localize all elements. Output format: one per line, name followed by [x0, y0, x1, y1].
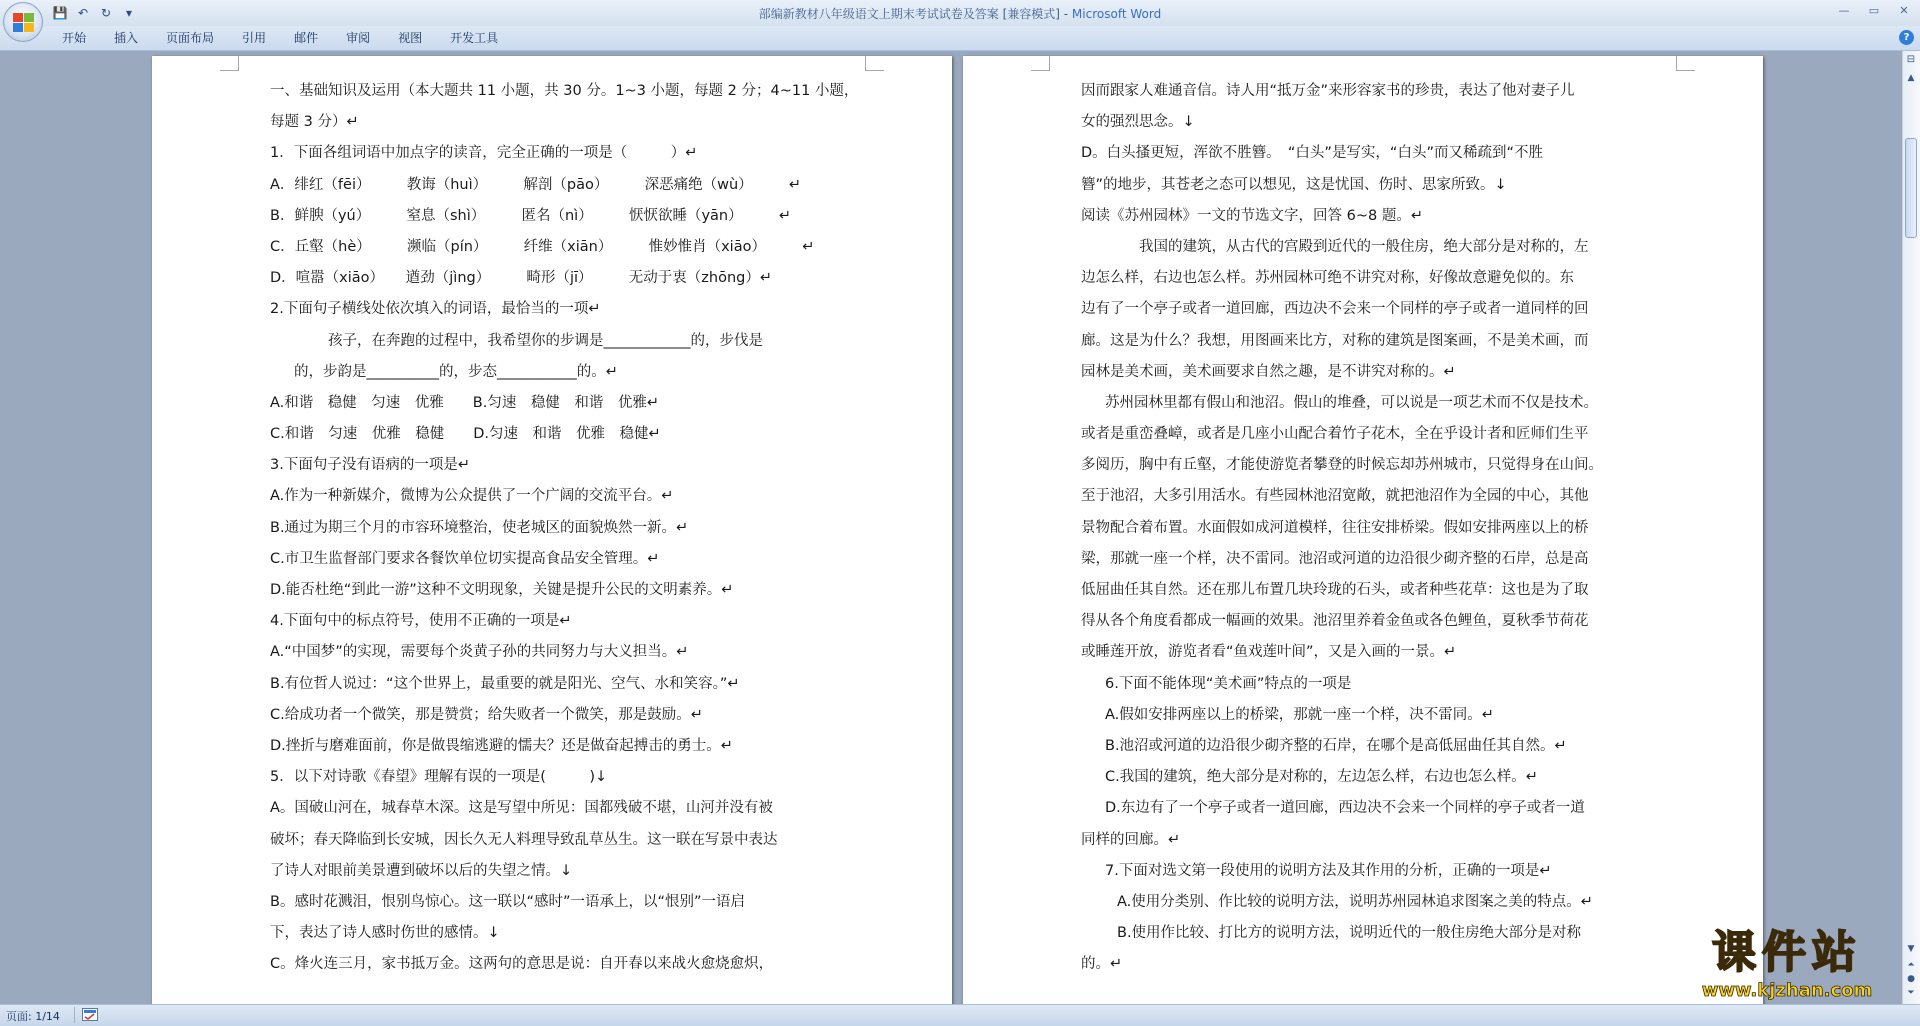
text-line: A.假如安排两座以上的桥梁，那就一座一个样，决不雷同。↵: [1105, 706, 1494, 723]
text-line: C.我国的建筑，绝大部分是对称的，左边怎么样，右边也怎么样。↵: [1105, 769, 1538, 786]
text-line: B．鲜腴（yú） 窒息（shì） 匿名（nì） 恹恹欲睡（yān） ↵: [270, 207, 792, 224]
text-line: 破坏；春天降临到长安城，因长久无人料理导致乱草丛生。这一联在写景中表达: [270, 831, 778, 848]
status-divider: [74, 1007, 75, 1023]
document-area[interactable]: [0, 51, 1903, 1004]
watermark-logo: [1672, 926, 1902, 1004]
text-line: A．绯红（fēi） 教诲（huì） 解剖（pāo） 深恶痛绝（wù） ↵: [270, 176, 802, 193]
view-ruler-icon[interactable]: ⊟: [1906, 54, 1916, 65]
text-line: 或睡莲开放，游览者看“鱼戏莲叶间”，又是入画的一景。↵: [1081, 644, 1457, 661]
crop-mark: [1676, 56, 1695, 71]
tab-2[interactable]: 页面布局: [166, 31, 215, 45]
browse-object-icon[interactable]: ●: [1907, 974, 1915, 984]
minimize-icon[interactable]: —: [1838, 4, 1850, 17]
text-line: 下，表达了诗人感时伤世的感情。↓: [270, 925, 500, 942]
proofing-icon[interactable]: [82, 1008, 98, 1021]
text-line: 或者是重峦叠嶂，或者是几座小山配合着竹子花木，全在乎设计者和匠师们生平: [1081, 426, 1589, 443]
document-page-right[interactable]: [963, 56, 1763, 1004]
text-line: 7.下面对选文第一段使用的说明方法及其作用的分析，正确的一项是↵: [1105, 862, 1552, 879]
watermark-title: 课件站: [1712, 927, 1862, 978]
text-line: C.给成功者一个微笑，那是赞赏；给失败者一个微笑，那是鼓励。↵: [270, 706, 703, 723]
text-line: 阅读《苏州园林》一文的节选文字，回答 6~8 题。↵: [1081, 207, 1423, 224]
text-line: A。国破山河在，城春草木深。这是写望中所见：国都残破不堪，山河并没有被: [270, 800, 773, 817]
text-line: D.挫折与磨难面前，你是做畏缩逃避的懦夫？还是做奋起搏击的勇士。↵: [270, 737, 733, 754]
text-line: 因而跟家人难通音信。诗人用“抵万金”来形容家书的珍贵，表达了他对妻子儿: [1081, 83, 1575, 99]
status-bar: [0, 1004, 1920, 1026]
text-line: 低屈曲任其自然。还在那儿布置几块玲珑的石头，或者种些花草：这也是为了取: [1081, 582, 1589, 598]
text-line: A.使用分类别、作比较的说明方法，说明苏州园林追求图案之美的特点。↵: [1117, 893, 1593, 910]
text-line: A.和谐 稳健 匀速 优雅 B.匀速 稳健 和谐 优雅↵: [270, 394, 659, 411]
text-line: 6.下面不能体现“美术画”特点的一项是: [1105, 675, 1352, 692]
help-icon[interactable]: ?: [1899, 30, 1914, 45]
watermark-url: www.kjzhan.com: [1701, 980, 1873, 1001]
text-line: 多阅历，胸中有丘壑，才能使游览者攀登的时候忘却苏州城市，只觉得身在山间。: [1081, 457, 1603, 474]
page-text: [1081, 76, 1661, 980]
text-line: A.“中国梦”的实现，需要每个炎黄子孙的共同努力与大义担当。↵: [270, 644, 689, 661]
crop-mark: [865, 56, 884, 71]
text-line: D.东边有了一个亭子或者一道回廊，西边决不会来一个同样的亭子或者一道: [1105, 800, 1585, 817]
text-line: A.作为一种新媒介，微博为公众提供了一个广阔的交流平台。↵: [270, 488, 674, 505]
tab-7[interactable]: 开发工具: [450, 31, 499, 45]
page-text: [270, 76, 859, 980]
text-line: 簪”的地步，其苍老之态可以想见，这是忧国、伤时、思家所致。↓: [1081, 176, 1507, 193]
text-line: 3.下面句子没有语病的一项是↵: [270, 457, 470, 474]
title-bar: [0, 0, 1920, 26]
vertical-scrollbar[interactable]: [1902, 51, 1920, 1004]
next-page-icon[interactable]: ⏷: [1907, 988, 1915, 998]
text-line: 的，步韵是__________的，步态___________的。↵: [294, 363, 618, 380]
tab-5[interactable]: 审阅: [346, 31, 371, 45]
text-line: C．丘壑（hè） 濒临（pín） 纤维（xiān） 惟妙惟肖（xiāo） ↵: [270, 238, 815, 255]
text-line: 1．下面各组词语中加点字的读音，完全正确的一项是（ ）↵: [270, 145, 698, 162]
text-line: B.有位哲人说过：“这个世界上，最重要的就是阳光、空气、水和笑容。”↵: [270, 675, 740, 692]
text-line: 了诗人对眼前美景遭到破坏以后的失望之情。↓: [270, 862, 573, 879]
text-line: D。白头搔更短，浑欲不胜簪。 “白头”是写实，“白头”而又稀疏到“不胜: [1081, 145, 1543, 162]
undo-icon[interactable]: ↶: [77, 6, 89, 20]
text-line: 边怎么样，右边也怎么样。苏州园林可绝不讲究对称，好像故意避免似的。东: [1081, 270, 1574, 287]
text-line: C。烽火连三月，家书抵万金。这两句的意思是说：自开春以来战火愈烧愈炽，: [270, 956, 774, 973]
redo-icon[interactable]: ↻: [100, 6, 112, 20]
tab-6[interactable]: 视图: [398, 31, 423, 45]
tab-1[interactable]: 插入: [114, 31, 139, 45]
ribbon-tabs: [48, 26, 512, 50]
text-line: C.市卫生监督部门要求各餐饮单位切实提高食品安全管理。↵: [270, 550, 660, 567]
text-line: 5．以下对诗歌《春望》理解有误的一项是( )↓: [270, 769, 608, 786]
scroll-up-icon[interactable]: ▲: [1907, 73, 1915, 83]
text-line: D．喧嚣（xiāo） 遒劲（jìng） 畸形（jī） 无动于衷（zhōng）↵: [270, 270, 773, 287]
text-line: D.能否杜绝“到此一游”这种不文明现象，关键是提升公民的文明素养。↵: [270, 582, 734, 598]
document-title: 部编新教材八年级语文上期末考试试卷及答案 [兼容模式] -: [758, 7, 1072, 21]
text-line: 的。↵: [1081, 956, 1123, 973]
customize-qat-icon[interactable]: ▾: [125, 6, 133, 20]
scroll-thumb[interactable]: [1905, 138, 1917, 238]
crop-mark: [1031, 56, 1050, 71]
text-line: 边有了一个亭子或者一道回廊，西边决不会来一个同样的亭子或者一道同样的回: [1081, 301, 1589, 318]
text-line: 同样的回廊。↵: [1081, 831, 1181, 848]
text-line: 得从各个角度看都成一幅画的效果。池沼里养着金鱼或各色鲤鱼，夏秋季节荷花: [1081, 613, 1589, 630]
text-line: 廊。这是为什么？我想，用图画来比方，对称的建筑是图案画，不是美术画，而: [1081, 332, 1589, 349]
previous-page-icon[interactable]: ⏶: [1907, 960, 1915, 970]
tab-0[interactable]: 开始: [62, 31, 87, 45]
ribbon: [0, 26, 1920, 51]
page-count[interactable]: 页面: 1/14: [6, 1010, 60, 1023]
tab-3[interactable]: 引用: [242, 31, 267, 45]
text-line: 女的强烈思念。↓: [1081, 114, 1195, 131]
text-line: B.使用作比较、打比方的说明方法，说明近代的一般住房绝大部分是对称: [1117, 925, 1582, 942]
crop-mark: [220, 56, 239, 71]
document-page-left[interactable]: [152, 56, 952, 1004]
text-line: 梁，那就一座一个样，决不雷同。池沼或河道的边沿很少砌齐整的石岸，总是高: [1081, 550, 1589, 567]
text-line: 景物配合着布置。水面假如成河道模样，往往安排桥梁。假如安排两座以上的桥: [1081, 519, 1589, 536]
window-title: [0, 5, 1920, 22]
text-line: 我国的建筑，从古代的宫殿到近代的一般住房，绝大部分是对称的，左: [1139, 238, 1589, 255]
save-icon[interactable]: 💾: [52, 6, 68, 20]
office-button[interactable]: [3, 2, 43, 42]
office-logo-icon: [13, 13, 34, 32]
scroll-down-icon[interactable]: ▼: [1907, 944, 1915, 954]
text-line: 4.下面句中的标点符号，使用不正确的一项是↵: [270, 613, 572, 630]
text-line: B.池沼或河道的边沿很少砌齐整的石岸，在哪个是高低屈曲任其自然。↵: [1105, 737, 1567, 754]
close-icon[interactable]: ✕: [1899, 4, 1909, 17]
text-line: 孩子，在奔跑的过程中，我希望你的步调是____________的，步伐是: [328, 332, 763, 349]
text-line: C.和谐 匀速 优雅 稳健 D.匀速 和谐 优雅 稳健↵: [270, 426, 661, 443]
text-line: 每题 3 分）↵: [270, 114, 359, 131]
text-line: B。感时花溅泪，恨别鸟惊心。这一联以“感时”一语承上，以“恨别”一语启: [270, 893, 745, 910]
tab-4[interactable]: 邮件: [294, 31, 319, 45]
app-name: Microsoft Word: [1071, 7, 1162, 21]
text-line: 至于池沼，大多引用活水。有些园林池沼宽敞，就把池沼作为全园的中心，其他: [1081, 488, 1589, 505]
text-line: 2.下面句子横线处依次填入的词语，最恰当的一项↵: [270, 301, 601, 318]
maximize-icon[interactable]: ▭: [1868, 4, 1880, 17]
window-controls: [1836, 3, 1912, 19]
text-line: 一、基础知识及运用（本大题共 11 小题，共 30 分。1~3 小题，每题 2 分；4~11 小题，: [270, 83, 859, 99]
text-line: 园林是美术画，美术画要求自然之趣，是不讲究对称的。↵: [1081, 363, 1456, 380]
text-line: 苏州园林里都有假山和池沼。假山的堆叠，可以说是一项艺术而不仅是技术。: [1105, 394, 1598, 411]
text-line: B.通过为期三个月的市容环境整治，使老城区的面貌焕然一新。↵: [270, 519, 689, 536]
